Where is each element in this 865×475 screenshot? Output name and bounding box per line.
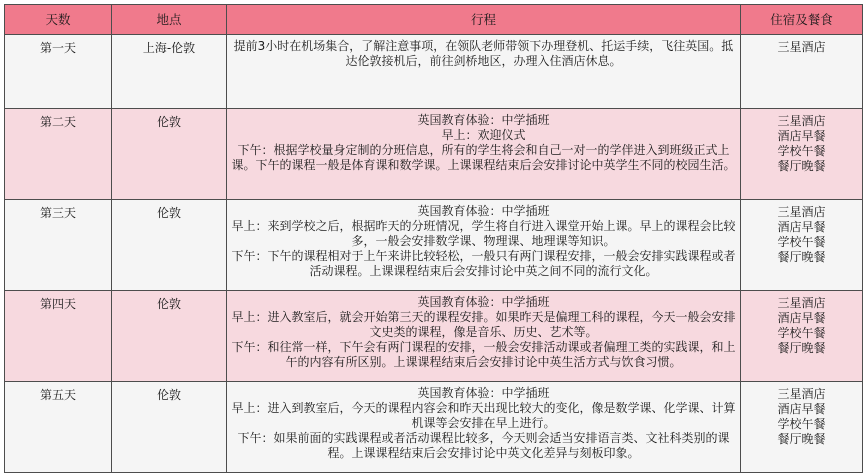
stay-item: 餐厅晚餐 bbox=[777, 341, 826, 355]
stay-item: 餐厅晚餐 bbox=[777, 432, 826, 446]
schedule-line: 下午：下午的课程相对于上午来讲比较轻松，一般只有两门课程安排，一般会安排实践课程或者活动课程。上课课程结束后会安排讨论中英之间不同的流行文化。 bbox=[231, 249, 736, 278]
table-row bbox=[5, 35, 863, 109]
itinerary-table bbox=[4, 4, 863, 473]
stay-item: 酒店早餐 bbox=[777, 402, 826, 416]
stay-item: 三星酒店 bbox=[777, 40, 826, 54]
schedule-line: 英国教育体验：中学插班 bbox=[417, 295, 550, 309]
stay-item: 酒店早餐 bbox=[777, 220, 826, 234]
stay-item: 学校午餐 bbox=[777, 326, 826, 340]
table-row bbox=[5, 109, 863, 200]
stay-item: 餐厅晚餐 bbox=[777, 250, 826, 264]
header-stay: 住宿及餐食 bbox=[741, 5, 863, 35]
schedule-line: 早上：欢迎仪式 bbox=[441, 128, 526, 142]
stay-item: 学校午餐 bbox=[777, 417, 826, 431]
stay-cell bbox=[741, 35, 863, 109]
stay-item: 三星酒店 bbox=[777, 387, 826, 401]
place-cell: 伦敦 bbox=[112, 291, 227, 382]
table-row bbox=[5, 291, 863, 382]
day-cell: 第三天 bbox=[5, 200, 112, 291]
place-cell: 伦敦 bbox=[112, 200, 227, 291]
stay-cell bbox=[741, 291, 863, 382]
stay-item: 学校午餐 bbox=[777, 144, 826, 158]
schedule-line: 早上：进入到教室后，今天的课程内容会和昨天出现比较大的变化，像是数学课、化学课、计算机课等会安排在早上进行。 bbox=[231, 401, 736, 430]
stay-item: 三星酒店 bbox=[777, 205, 826, 219]
schedule-line: 英国教育体验：中学插班 bbox=[417, 113, 550, 127]
schedule-line: 英国教育体验：中学插班 bbox=[417, 204, 550, 218]
header-schedule: 行程 bbox=[227, 5, 741, 35]
header-day: 天数 bbox=[5, 5, 112, 35]
header-place: 地点 bbox=[112, 5, 227, 35]
stay-cell bbox=[741, 200, 863, 291]
stay-cell bbox=[741, 109, 863, 200]
stay-cell bbox=[741, 382, 863, 473]
stay-item: 学校午餐 bbox=[777, 235, 826, 249]
day-cell: 第一天 bbox=[5, 35, 112, 109]
schedule-cell bbox=[227, 200, 741, 291]
place-cell: 伦敦 bbox=[112, 109, 227, 200]
schedule-line: 下午：如果前面的实践课程或者活动课程比较多，今天则会适当安排语言类、文社科类别的课程。上课课程结束后会安排讨论中英文化差异与刻板印象。 bbox=[237, 431, 730, 460]
stay-item: 餐厅晚餐 bbox=[777, 159, 826, 173]
schedule-line: 英国教育体验：中学插班 bbox=[417, 386, 550, 400]
table-row bbox=[5, 200, 863, 291]
stay-item: 酒店早餐 bbox=[777, 311, 826, 325]
schedule-cell bbox=[227, 35, 741, 109]
schedule-line: 提前3小时在机场集合，了解注意事项，在领队老师带领下办理登机、托运手续，飞往英国。抵达伦敦接机后，前往剑桥地区，办理入住酒店休息。 bbox=[233, 39, 734, 68]
table-row bbox=[5, 382, 863, 473]
schedule-line: 下午：和往常一样，下午会有两门课程的安排，一般会安排活动课或者偏理工类的实践课，和上午的内容有所区别。上课课程结束后会安排讨论中英生活方式与饮食习惯。 bbox=[231, 340, 736, 369]
stay-item: 酒店早餐 bbox=[777, 129, 826, 143]
schedule-cell bbox=[227, 109, 741, 200]
schedule-line: 早上：来到学校之后，根据昨天的分班情况，学生将自行进入课堂开始上课。早上的课程会比较多，一般会安排数学课、物理课、地理课等知识。 bbox=[231, 219, 736, 248]
stay-item: 三星酒店 bbox=[777, 296, 826, 310]
day-cell: 第四天 bbox=[5, 291, 112, 382]
day-cell: 第二天 bbox=[5, 109, 112, 200]
schedule-cell bbox=[227, 291, 741, 382]
schedule-line: 下午：根据学校量身定制的分班信息，所有的学生将会和自己一对一的学伴进入到班级正式上课。下午的课程一般是体育课和数学课。上课课程结束后会安排讨论中英学生不同的校园生活。 bbox=[231, 143, 736, 172]
schedule-cell bbox=[227, 382, 741, 473]
place-cell: 伦敦 bbox=[112, 382, 227, 473]
place-cell: 上海-伦敦 bbox=[112, 35, 227, 109]
day-cell: 第五天 bbox=[5, 382, 112, 473]
header-row bbox=[5, 5, 863, 35]
stay-item: 三星酒店 bbox=[777, 114, 826, 128]
schedule-line: 早上：进入教室后，就会开始第三天的课程安排。如果昨天是偏理工科的课程，今天一般会安排文史类的课程，像是音乐、历史、艺术等。 bbox=[231, 310, 736, 339]
